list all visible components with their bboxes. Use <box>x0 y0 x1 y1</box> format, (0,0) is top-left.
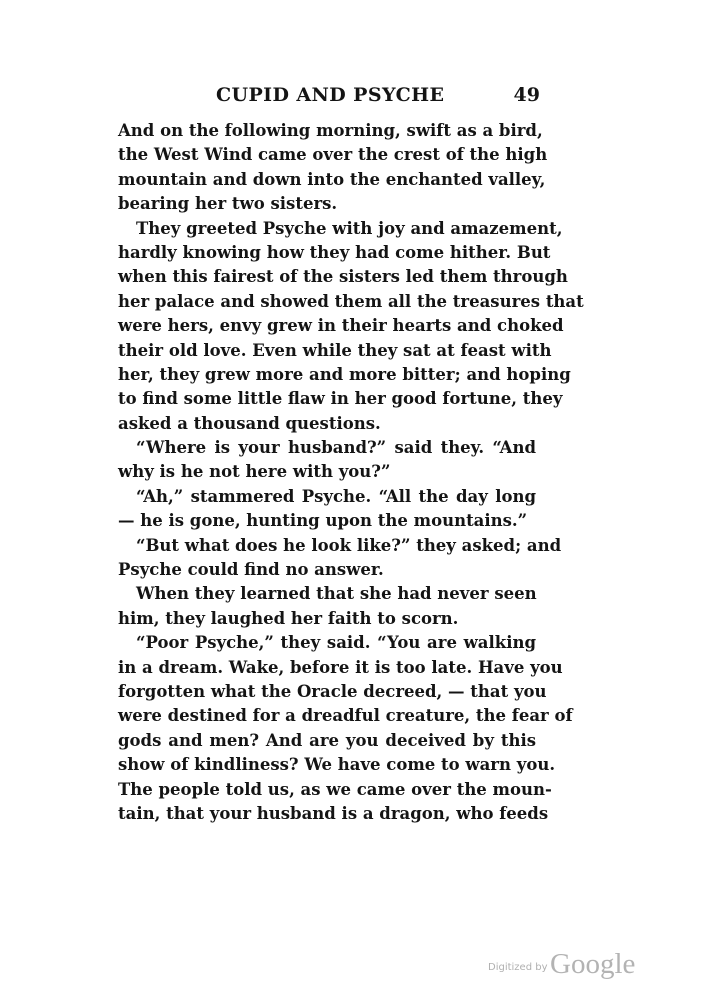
text-line: “But what does he look like?” they asked; and <box>136 535 562 555</box>
paragraph <box>118 217 584 437</box>
body-text <box>118 119 584 826</box>
paragraph <box>118 631 573 826</box>
text-line: were hers, envy grew in their hearts and choked <box>118 316 564 336</box>
watermark-prefix: Digitized by <box>488 962 548 973</box>
text-line: And on the following morning, swift as a bird, <box>118 121 543 140</box>
text-line: Psyche could find no answer. <box>118 560 384 580</box>
text-line: tain, that your husband is a dragon, who feeds <box>118 803 549 823</box>
text-line: The people told us, as we came over the moun- <box>118 779 552 799</box>
text-line: “Ah,” stammered Psyche. “All the day long <box>136 486 536 506</box>
text-line: him, they laughed her faith to scorn. <box>118 608 459 628</box>
text-line: when this fairest of the sisters led them through <box>118 267 568 287</box>
paragraph <box>118 534 562 583</box>
paragraph <box>118 485 536 534</box>
text-line: were destined for a dreadful creature, the fear of <box>118 706 573 726</box>
watermark-brand: Google <box>550 948 636 980</box>
running-head: CUPID AND PSYCHE <box>216 84 445 106</box>
text-line: When they learned that she had never seen <box>136 584 537 604</box>
text-line: bearing her two sisters. <box>118 194 338 214</box>
text-line: hardly knowing how they had come hither. But <box>118 242 551 262</box>
paragraph <box>118 436 536 485</box>
text-line: mountain and down into the enchanted valley, <box>118 169 546 189</box>
text-line: gods and men? And are you deceived by this <box>118 730 536 750</box>
text-line: their old love. Even while they sat at feast with <box>118 340 552 360</box>
text-line: They greeted Psyche with joy and amazement, <box>136 218 563 238</box>
text-line: in a dream. Wake, before it is too late. Have you <box>118 657 563 677</box>
text-line: her, they grew more and more bitter; and hoping <box>118 364 571 384</box>
page-header <box>118 84 540 114</box>
text-line: show of kindliness? We have come to warn you. <box>118 755 556 775</box>
text-line: to find some little flaw in her good fortune, they <box>118 389 563 409</box>
text-line: forgotten what the Oracle decreed, — that you <box>118 681 547 701</box>
text-line: why is he not here with you?” <box>118 462 391 482</box>
paragraph <box>118 119 548 217</box>
text-line: “Where is your husband?” said they. “And <box>136 438 536 458</box>
text-line: — he is gone, hunting upon the mountains.” <box>118 511 528 531</box>
page-number: 49 <box>513 84 540 106</box>
text-line: her palace and showed them all the treasures that <box>118 291 584 311</box>
text-line: asked a thousand questions. <box>118 413 381 433</box>
digitized-by-google-watermark <box>488 948 648 982</box>
text-line: “Poor Psyche,” they said. “You are walking <box>136 633 536 653</box>
paragraph <box>118 582 536 631</box>
text-line: the West Wind came over the crest of the high <box>118 145 548 165</box>
